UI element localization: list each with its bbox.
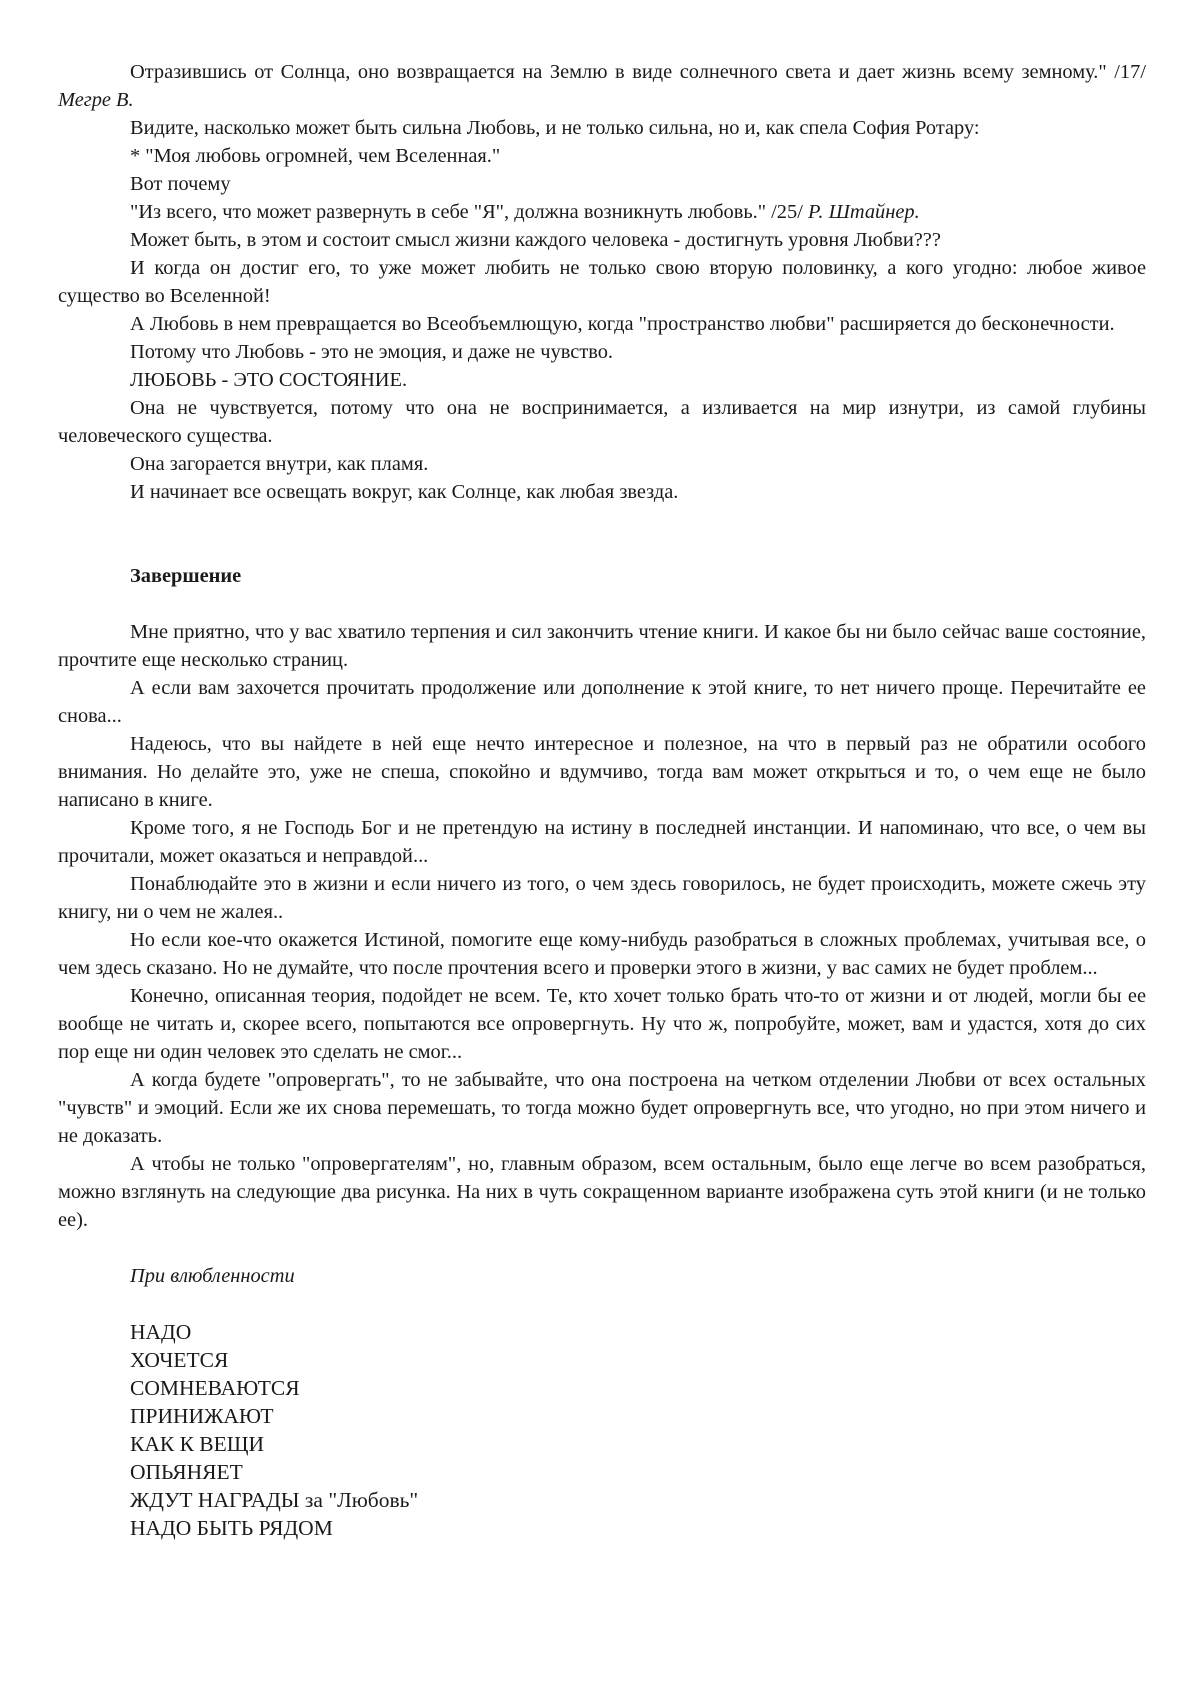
paragraph: Она не чувствуется, потому что она не воспринимается, а изливается на мир изнутри, из самой глубины человеческого существа. (58, 397, 1146, 447)
list-item: КАК К ВЕЩИ (130, 1432, 264, 1456)
spacer (58, 1234, 1146, 1262)
paragraph: Конечно, описанная теория, подойдет не всем. Те, кто хочет только брать что-то от жизни и от людей, могли бы ее вообще не читать и, скорее всего, попытаются все опровергнуть. Ну что ж, попробуйте, может, вам и удастся, хотя до сих пор еще ни один человек это сделать не смог... (58, 985, 1146, 1063)
paragraph: Кроме того, я не Господь Бог и не претендую на истину в последней инстанции. И напоминаю, что все, о чем вы прочитали, может оказаться и неправдой... (58, 817, 1146, 867)
paragraph: ЛЮБОВЬ - ЭТО СОСТОЯНИЕ. (130, 369, 408, 391)
section-heading: Завершение (130, 565, 242, 587)
top-section (58, 58, 1146, 506)
paragraph: А если вам захочется прочитать продолжение или дополнение к этой книге, то нет ничего проще. Перечитайте ее снова... (58, 677, 1146, 727)
spacer (58, 1290, 1146, 1318)
list-item: ЖДУТ НАГРАДЫ за "Любовь" (130, 1488, 419, 1512)
paragraph: Может быть, в этом и состоит смысл жизни каждого человека - достигнуть уровня Любви??? (130, 229, 941, 251)
list-item: ПРИНИЖАЮТ (130, 1404, 274, 1428)
paragraph: * "Моя любовь огромней, чем Вселенная." (130, 145, 501, 167)
list-item: СОМНЕВАЮТСЯ (130, 1376, 300, 1400)
spacer (58, 506, 1146, 562)
list-item: НАДО БЫТЬ РЯДОМ (130, 1516, 333, 1540)
paragraph: Мне приятно, что у вас хватило терпения и сил закончить чтение книги. И какое бы ни было сейчас ваше состояние, прочтите еще несколько страниц. (58, 621, 1146, 671)
paragraph: "Из всего, что может развернуть в себе "Я", должна возникнуть любовь." /25/ Р. Штайнер. (130, 201, 920, 223)
paragraph: Вот почему (130, 173, 231, 195)
citation-author: Мегре В. (58, 89, 134, 111)
paragraph: А чтобы не только "опровергателям", но, главным образом, всем остальным, было еще легче во всем разобраться, можно взглянуть на следующие два рисунка. На них в чуть сокращенном варианте изображена суть этой книги (и не только ее). (58, 1153, 1146, 1231)
spacer (58, 590, 1146, 618)
list-item: ХОЧЕТСЯ (130, 1348, 229, 1372)
paragraph: Надеюсь, что вы найдете в ней еще нечто интересное и полезное, на что в первый раз не обратили особого внимания. Но делайте это, уже не спеша, спокойно и вдумчиво, тогда вам может открыться и то, о чем еще не было написано в книге. (58, 733, 1146, 811)
paragraph: И начинает все освещать вокруг, как Солнце, как любая звезда. (130, 481, 679, 503)
conclusion-section (58, 618, 1146, 1234)
list-item: НАДО (130, 1320, 192, 1344)
citation-author: Р. Штайнер. (807, 201, 920, 223)
paragraph: А Любовь в нем превращается во Всеобъемлющую, когда "пространство любви" расширяется до бесконечности. (130, 313, 1115, 335)
document-page (58, 58, 1146, 1542)
paragraph: Понаблюдайте это в жизни и если ничего из того, о чем здесь говорилось, не будет происходить, можете сжечь эту книгу, ни о чем не жалея.. (58, 873, 1146, 923)
list-item: ОПЬЯНЯЕТ (130, 1460, 243, 1484)
paragraph: Отразившись от Солнца, оно возвращается на Землю в виде солнечного света и дает жизнь всему земному." /17/ Мегре В. (58, 61, 1146, 111)
figure-label: При влюбленности (130, 1265, 295, 1287)
paragraph: Потому что Любовь - это не эмоция, и даже не чувство. (130, 341, 614, 363)
paragraph: Но если кое-что окажется Истиной, помогите еще кому-нибудь разобраться в сложных проблемах, учитывая все, о чем здесь сказано. Но не думайте, что после прочтения всего и проверки этого в жизни, у вас самих не будет проблем... (58, 929, 1146, 979)
paragraph: А когда будете "опровергать", то не забывайте, что она построена на четком отделении Любви от всех остальных "чувств" и эмоций. Если же их снова перемешать, то тогда можно будет опровергнуть все, что угодно, но при этом ничего и не доказать. (58, 1069, 1146, 1147)
figure-list (58, 1318, 1146, 1542)
paragraph: И когда он достиг его, то уже может любить не только свою вторую половинку, а кого угодно: любое живое существо во Вселенной! (58, 257, 1146, 307)
paragraph: Видите, насколько может быть сильна Любовь, и не только сильна, но и, как спела София Ротару: (130, 117, 980, 139)
paragraph: Она загорается внутри, как пламя. (130, 453, 429, 475)
